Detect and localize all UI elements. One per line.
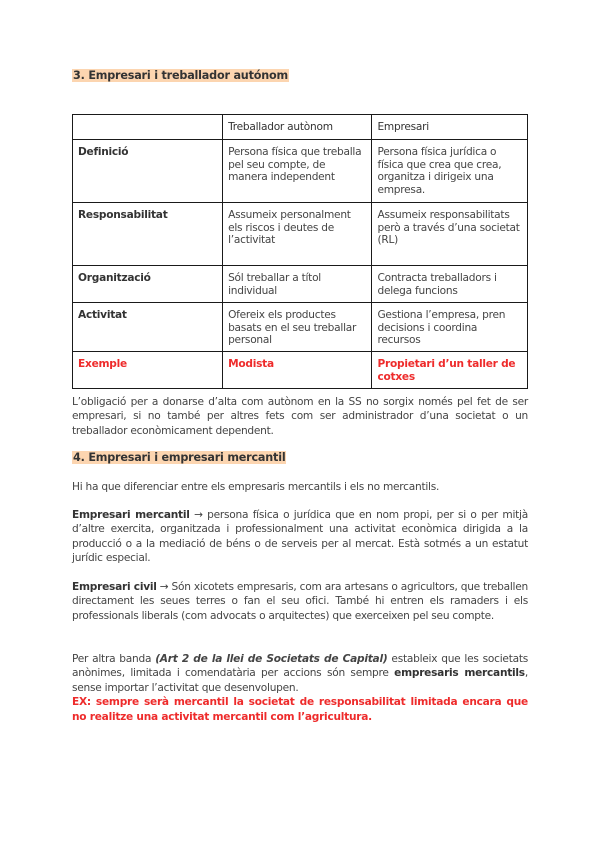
arrow-icon: → bbox=[189, 509, 208, 521]
cell-empresari: Persona física jurídica o física que crea que crea, organitza i dirigeix una empresa. bbox=[372, 140, 528, 203]
mercantil-paragraph bbox=[72, 508, 528, 566]
example-note: EX: sempre serà mercantil la societat de responsabilitat limitada encara que no realitze una activitat mercantil com l’agricultura. bbox=[72, 696, 528, 723]
cell-empresari: Gestiona l’empresa, pren decisions i coordina recursos bbox=[372, 303, 528, 352]
bold-term: empresaris mercantils bbox=[394, 667, 525, 680]
arrow-icon: → bbox=[156, 581, 172, 593]
cell-autonom: Persona física que treballa pel seu compte, de manera independent bbox=[223, 140, 372, 203]
lead-text: Per altra banda bbox=[72, 653, 156, 665]
intro-paragraph: Hi ha que diferenciar entre els empresaris mercantils i els no mercantils. bbox=[72, 481, 440, 493]
obligation-paragraph: L’obligació per a donarse d’alta com autònom en la SS no sorgix només pel fet de ser empresari, si no també per altres fets com ser administrador d’una societat o un treballador econòmicament dependent. bbox=[72, 396, 528, 437]
row-label: Definició bbox=[73, 140, 223, 203]
row-label: Organització bbox=[73, 266, 223, 303]
table-header-empresari: Empresari bbox=[372, 115, 528, 140]
table-row bbox=[73, 266, 528, 303]
civil-definition: Són xicotets empresaris, com ara artesans o agricultors, que treballen directament les seues terres o fan el seu ofici. També hi entren els ramaders i els professionals liberals (com advocats o arquitectes) que exerceixen pel seu compte. bbox=[72, 581, 528, 622]
row-label: Activitat bbox=[73, 303, 223, 352]
cell-autonom: Assumeix personalment els riscos i deutes de l’activitat bbox=[223, 203, 372, 266]
section-4-heading: 4. Empresari i empresari mercantil bbox=[73, 451, 286, 464]
table-header-autonom: Treballador autònom bbox=[223, 115, 372, 140]
table-row bbox=[73, 140, 528, 203]
civil-paragraph bbox=[72, 580, 528, 623]
cell-autonom: Ofereix els productes basats en el seu treballar personal bbox=[223, 303, 372, 352]
row-label: Responsabilitat bbox=[73, 203, 223, 266]
civil-term: Empresari civil bbox=[72, 581, 157, 593]
table-header-cell-empty bbox=[73, 115, 223, 140]
table-row-example bbox=[73, 352, 528, 389]
mid-text: estableix que les societats anònimes, limitada i comendatària per accions són sempre bbox=[72, 653, 529, 680]
cell-autonom: Sól treballar a títol individual bbox=[223, 266, 372, 303]
cell-empresari: Assumeix responsabilitats però a través d’una societat (RL) bbox=[372, 203, 528, 266]
cell-empresari: Contracta treballadors i delega funcions bbox=[372, 266, 528, 303]
comparison-table bbox=[72, 114, 528, 389]
table-row bbox=[73, 203, 528, 266]
cell-empresari: Propietari d’un taller de cotxes bbox=[372, 352, 528, 389]
capital-law-paragraph bbox=[72, 652, 528, 724]
law-reference: (Art 2 de la llei de Societats de Capital) bbox=[155, 653, 388, 665]
table-header-row bbox=[73, 115, 528, 140]
mercantil-definition: persona física o jurídica que en nom propi, per si o per mitjà d’altre exercita, organitzada i professionalment una activitat econòmica dirigida a la producció o a la mediació de béns o de serveis per al mercat. Està sotmés a un estatut jurídic especial. bbox=[72, 509, 528, 565]
cell-autonom: Modista bbox=[223, 352, 372, 389]
mercantil-term: Empresari mercantil bbox=[72, 509, 190, 521]
tail-text: , sense importar l’activitat que desenvolupen. bbox=[72, 667, 528, 694]
table-row bbox=[73, 303, 528, 352]
section-3-heading: 3. Empresari i treballador autónom bbox=[73, 69, 288, 82]
row-label: Exemple bbox=[73, 352, 223, 389]
